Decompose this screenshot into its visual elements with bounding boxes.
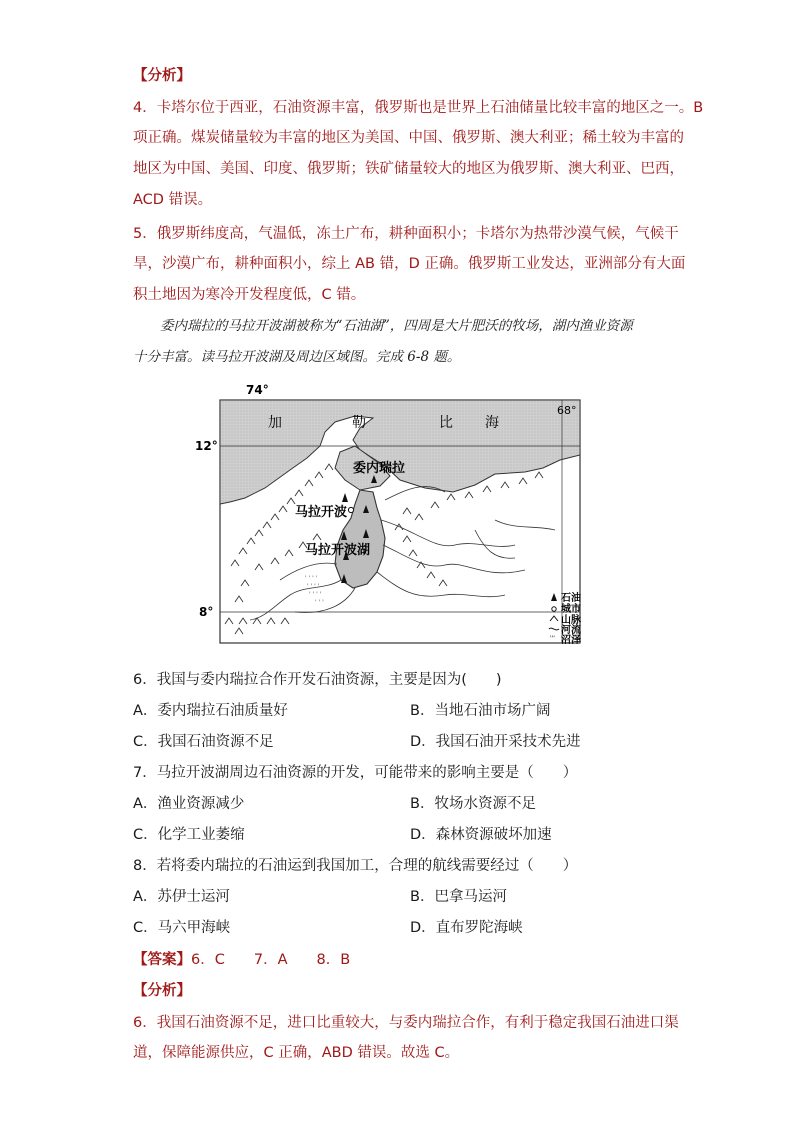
city-marker — [348, 507, 353, 512]
legend-oil-label: 石油 — [561, 593, 581, 604]
svg-text:' ' ' ': ' ' ' ' — [305, 575, 318, 582]
country-label: 委内瑞拉 — [353, 461, 406, 476]
intro-line-1: 委内瑞拉的马拉开波湖被称为“石油湖”，四周是大片肥沃的牧场，湖内渔业资源 — [160, 318, 633, 334]
q8-option-b[interactable]: B．巴拿马运河 — [410, 889, 507, 905]
analysis2-line-1: 6．我国石油资源不足，进口比重较大，与委内瑞拉合作，有利于稳定我国石油进口渠 — [133, 1015, 679, 1031]
svg-text:' ' ' ': ' ' ' ' — [309, 591, 322, 598]
lon-right-label: 68° — [557, 404, 577, 417]
analysis-q4-line-1: 4．卡塔尔位于西亚，石油资源丰富，俄罗斯也是世界上石油储量比较丰富的地区之一。B — [133, 100, 704, 116]
maracaibo-map — [195, 380, 605, 650]
intro-line-2: 十分丰富。读马拉开波湖及周边区域图。完成 6-8 题。 — [133, 349, 461, 365]
q6-option-d[interactable]: D．我国石油开采技术先进 — [410, 734, 581, 750]
lake-label: 马拉开波湖 — [305, 543, 371, 558]
q7-option-d[interactable]: D．森林资源破坏加速 — [410, 827, 552, 843]
q6-option-b[interactable]: B．当地石油市场广阔 — [410, 703, 551, 719]
legend-swamp-label: 沼泽 — [561, 635, 581, 646]
legend-mountain-label: 山脉 — [561, 615, 581, 626]
q8-option-a[interactable]: A．苏伊士运河 — [133, 889, 230, 905]
q8-option-c[interactable]: C．马六甲海峡 — [133, 920, 231, 936]
analysis2-line-2: 道，保障能源供应，C 正确，ABD 错误。故选 C。 — [133, 1045, 460, 1061]
analysis-header: 【分析】 — [133, 68, 191, 84]
lat-bottom-label: 8° — [199, 605, 214, 619]
analysis-q5-line-1: 5．俄罗斯纬度高，气温低，冻土广布，耕种面积小；卡塔尔为热带沙漠气候，气候干 — [133, 226, 679, 242]
lat-top-label: 12° — [195, 439, 218, 453]
q8-option-d[interactable]: D．直布罗陀海峡 — [410, 920, 523, 936]
sea-char-2: 勒 — [352, 415, 366, 431]
svg-text:' ' ': ' ' ' — [315, 599, 324, 606]
answer-text: 6．C 7．A 8．B — [191, 952, 351, 968]
q6-option-c[interactable]: C．我国石油资源不足 — [133, 734, 274, 750]
lon-left-label: 74° — [246, 383, 269, 397]
city-label: 马拉开波 — [295, 505, 348, 520]
q7-option-b[interactable]: B．牧场水资源不足 — [410, 796, 536, 812]
analysis-q4-line-4: ACD 错误。 — [133, 192, 213, 208]
q6-option-a[interactable]: A．委内瑞拉石油质量好 — [133, 703, 288, 719]
sea-char-1: 加 — [268, 415, 282, 431]
analysis-q4-line-2: 项正确。煤炭储量较为丰富的地区为美国、中国、俄罗斯、澳大利亚；稀土较为丰富的 — [133, 130, 684, 146]
legend-city-icon — [552, 607, 556, 611]
legend-river-label: 河流 — [561, 625, 581, 636]
svg-text:' ' ' ': ' ' ' ' — [307, 583, 320, 590]
legend-swamp-icon: ''' — [550, 635, 555, 642]
sea-char-3: 比 — [439, 415, 453, 431]
answer-row — [133, 950, 350, 970]
analysis-q5-line-2: 旱，沙漠广布，耕种面积小，综上 AB 错，D 正确。俄罗斯工业发达，亚洲部分有大面 — [133, 256, 686, 272]
q7-option-a[interactable]: A．渔业资源减少 — [133, 796, 245, 812]
q7-option-c[interactable]: C．化学工业萎缩 — [133, 827, 245, 843]
question-7-stem: 7．马拉开波湖周边石油资源的开发，可能带来的影响主要是（ ） — [133, 765, 578, 781]
sea-char-4: 海 — [485, 415, 499, 431]
analysis-q4-line-3: 地区为中国、美国、印度、俄罗斯；铁矿储量较大的地区为俄罗斯、澳大利亚、巴西， — [133, 161, 684, 177]
answer-label: 【答案】 — [133, 952, 191, 968]
analysis-q5-line-3: 积土地因为寒冷开发程度低，C 错。 — [133, 287, 366, 303]
analysis2-header: 【分析】 — [133, 983, 191, 999]
legend-city-label: 城市 — [561, 604, 581, 615]
question-6-stem: 6．我国与委内瑞拉合作开发石油资源，主要是因为( ) — [133, 672, 502, 688]
question-8-stem: 8．若将委内瑞拉的石油运到我国加工，合理的航线需要经过（ ） — [133, 858, 578, 874]
